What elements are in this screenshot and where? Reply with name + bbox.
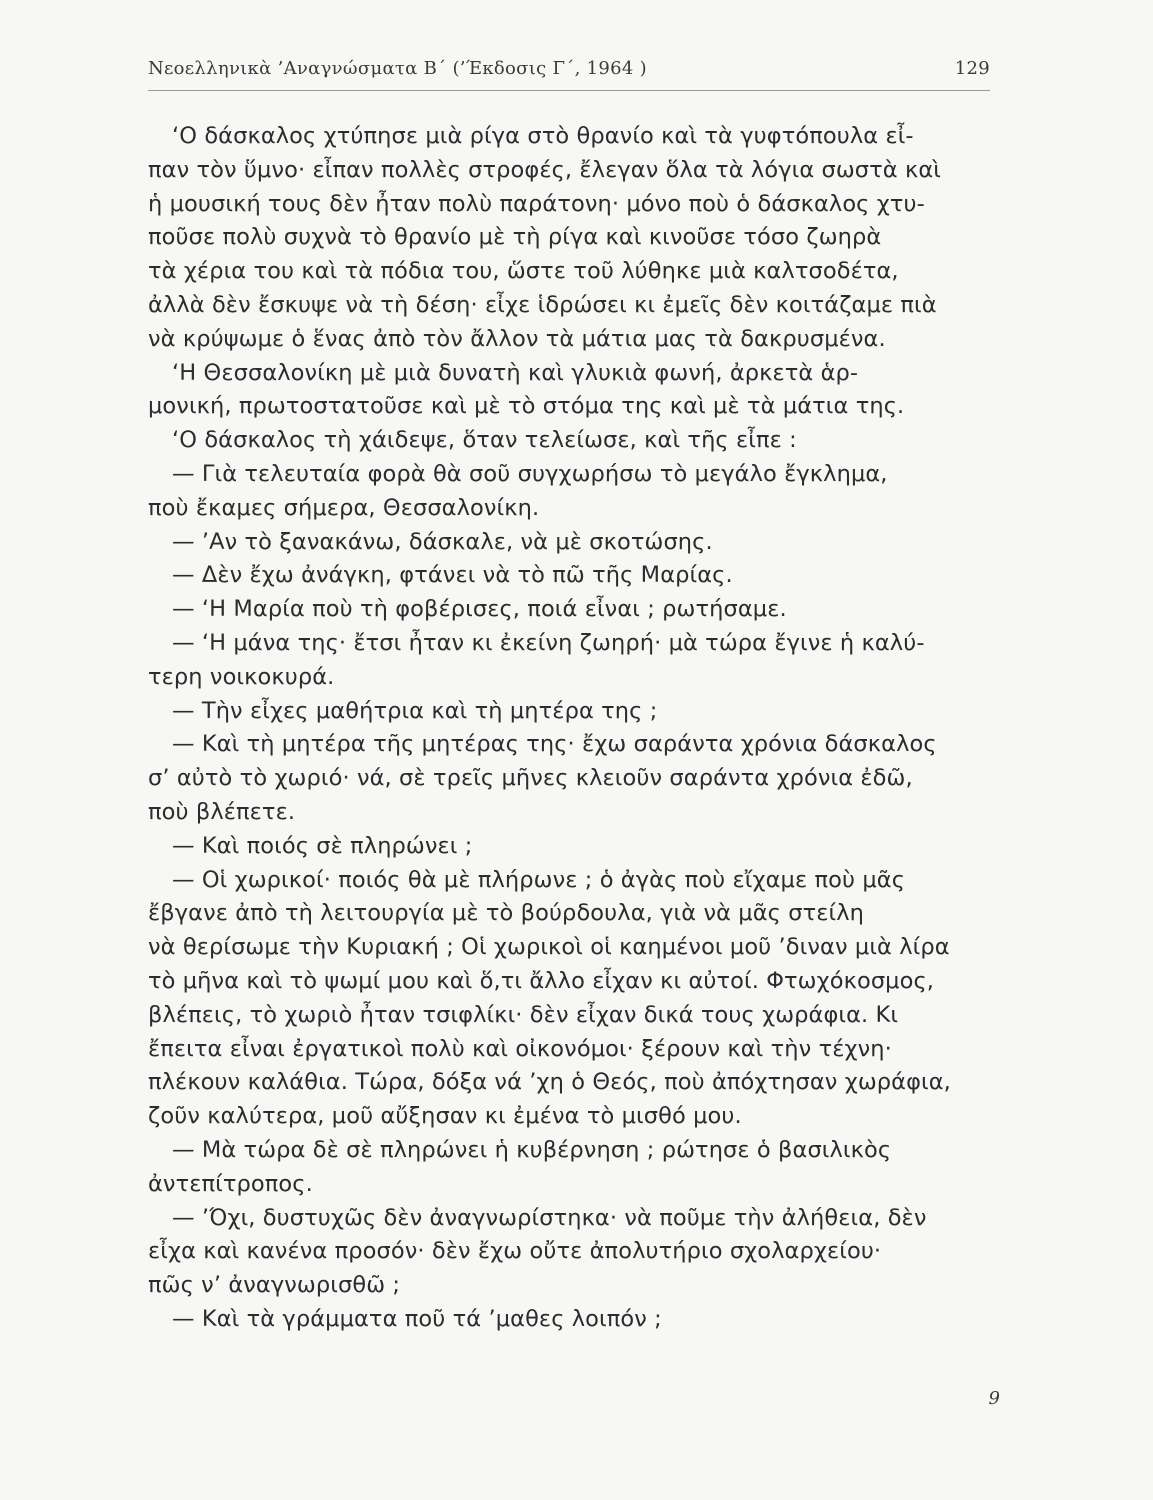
text-line: νὰ κρύψωμε ὁ ἕνας ἀπὸ τὸν ἄλλον τὰ μάτια μας τὰ δακρυσμένα. <box>148 325 886 352</box>
text-line: ‘Ο δάσκαλος τὴ χάιδεψε, ὅταν τελείωσε, καὶ τῆς εἶπε : <box>172 427 797 454</box>
signature-number: 9 <box>988 1388 1000 1409</box>
text-line: — Μὰ τώρα δὲ σὲ πληρώνει ἡ κυβέρνηση ; ρώτησε ὁ βασιλικὸς <box>172 1136 892 1163</box>
text-line: — Καὶ τὴ μητέρα τῆς μητέρας της· ἔχω σαράντα χρόνια δάσκαλος <box>172 731 937 758</box>
text-line: ἔπειτα εἶναι ἐργατικοὶ πολὺ καὶ οἰκονόμοι· ξέρουν καὶ τὴν τέχνη· <box>148 1035 892 1062</box>
text-line: εἶχα καὶ κανένα προσόν· δὲν ἔχω οὔτε ἀπολυτήριο σχολαρχείου· <box>148 1238 882 1265</box>
text-line: τὸ μῆνα καὶ τὸ ψωμί μου καὶ ὅ,τι ἄλλο εἶχαν κι αὐτοί. Φτωχόκοσμος, <box>148 967 935 994</box>
page-number: 129 <box>954 58 990 79</box>
text-line: — ‘Η Μαρία ποὺ τὴ φοβέρισες, ποιά εἶναι ; ρωτήσαμε. <box>172 596 787 623</box>
text-line: παν τὸν ὕμνο· εἶπαν πολλὲς στροφές, ἔλεγαν ὅλα τὰ λόγια σωστὰ καὶ <box>148 156 941 183</box>
text-line: μονική, πρωτοστατοῦσε καὶ μὲ τὸ στόμα της καὶ μὲ τὰ μάτια της. <box>148 393 905 420</box>
text-line: — Γιὰ τελευταία φορὰ θὰ σοῦ συγχωρήσω τὸ μεγάλο ἔγκλημα, <box>172 460 888 487</box>
text-line: τερη νοικοκυρά. <box>148 663 335 690</box>
text-line: — Καὶ ποιός σὲ πληρώνει ; <box>172 832 473 859</box>
text-line: — Δὲν ἔχω ἀνάγκη, φτάνει νὰ τὸ πῶ τῆς Μαρίας. <box>172 562 733 589</box>
text-line: — ’Όχι, δυστυχῶς δὲν ἀναγνωρίστηκα· νὰ ποῦμε τὴν ἀλήθεια, δὲν <box>172 1204 927 1231</box>
text-line: ἀλλὰ δὲν ἔσκυψε νὰ τὴ δέση· εἶχε ἱδρώσει κι ἐμεῖς δὲν κοιτάζαμε πιὰ <box>148 291 937 318</box>
text-line: πῶς ν’ ἀναγνωρισθῶ ; <box>148 1272 401 1299</box>
text-line: — ‘Η μάνα της· ἔτσι ἦταν κι ἐκείνη ζωηρή· μὰ τώρα ἔγινε ἡ καλύ- <box>172 629 925 656</box>
text-line: ἡ μουσική τους δὲν ἦταν πολὺ παράτονη· μόνο ποὺ ὁ δάσκαλος χτυ- <box>148 190 925 217</box>
text-line: — Οἱ χωρικοί· ποιός θὰ μὲ πλήρωνε ; ὁ ἀγὰς ποὺ εἴχαμε ποὺ μᾶς <box>172 866 905 893</box>
text-line: ἀντεπίτροπος. <box>148 1170 313 1197</box>
text-line: νὰ θερίσωμε τὴν Κυριακή ; Οἱ χωρικοὶ οἱ καημένοι μοῦ ’διναν μιὰ λίρα <box>148 934 950 961</box>
text-line: — ’Αν τὸ ξανακάνω, δάσκαλε, νὰ μὲ σκοτώσης. <box>172 528 713 555</box>
text-line: βλέπεις, τὸ χωριὸ ἦταν τσιφλίκι· δὲν εἶχαν δικά τους χωράφια. Κι <box>148 1001 899 1028</box>
text-line: πλέκουν καλάθια. Τώρα, δόξα νά ’χη ὁ Θεός, ποὺ ἀπόχτησαν χωράφια, <box>148 1069 951 1096</box>
text-line: ‘Ο δάσκαλος χτύπησε μιὰ ρίγα στὸ θρανίο καὶ τὰ γυφτόπουλα εἶ- <box>172 123 914 149</box>
text-line: ζοῦν καλύτερα, μοῦ αὔξησαν κι ἐμένα τὸ μισθό μου. <box>148 1103 742 1130</box>
text-line: — Τὴν εἶχες μαθήτρια καὶ τὴ μητέρα της ; <box>172 697 658 724</box>
text-line: ποὺ βλέπετε. <box>148 798 296 825</box>
text-line: σ’ αὐτὸ τὸ χωριό· νά, σὲ τρεῖς μῆνες κλειοῦν σαράντα χρόνια ἐδῶ, <box>148 765 913 792</box>
text-line: ποῦσε πολὺ συχνὰ τὸ θρανίο μὲ τὴ ρίγα καὶ κινοῦσε τόσο ζωηρὰ <box>148 224 882 251</box>
text-line: ἔβγανε ἀπὸ τὴ λειτουργία μὲ τὸ βούρδουλα, γιὰ νὰ μᾶς στείλη <box>148 900 864 927</box>
header-rule <box>148 90 990 91</box>
running-title: Νεοελληνικὰ ’Αναγνώσματα Β΄ (’Έκδοσις Γ΄, 1964 ) <box>148 58 647 79</box>
body-text <box>148 120 998 1337</box>
text-line: — Καὶ τὰ γράμματα ποῦ τά ’μαθες λοιπόν ; <box>172 1305 662 1332</box>
text-line: τὰ χέρια του καὶ τὰ πόδια του, ὥστε τοῦ λύθηκε μιὰ καλτσοδέτα, <box>148 258 899 285</box>
text-line: ‘Η Θεσσαλονίκη μὲ μιὰ δυνατὴ καὶ γλυκιὰ φωνή, ἀρκετὰ ἁρ- <box>172 359 859 386</box>
running-header <box>148 52 990 86</box>
text-line: ποὺ ἔκαμες σήμερα, Θεσσαλονίκη. <box>148 494 540 521</box>
